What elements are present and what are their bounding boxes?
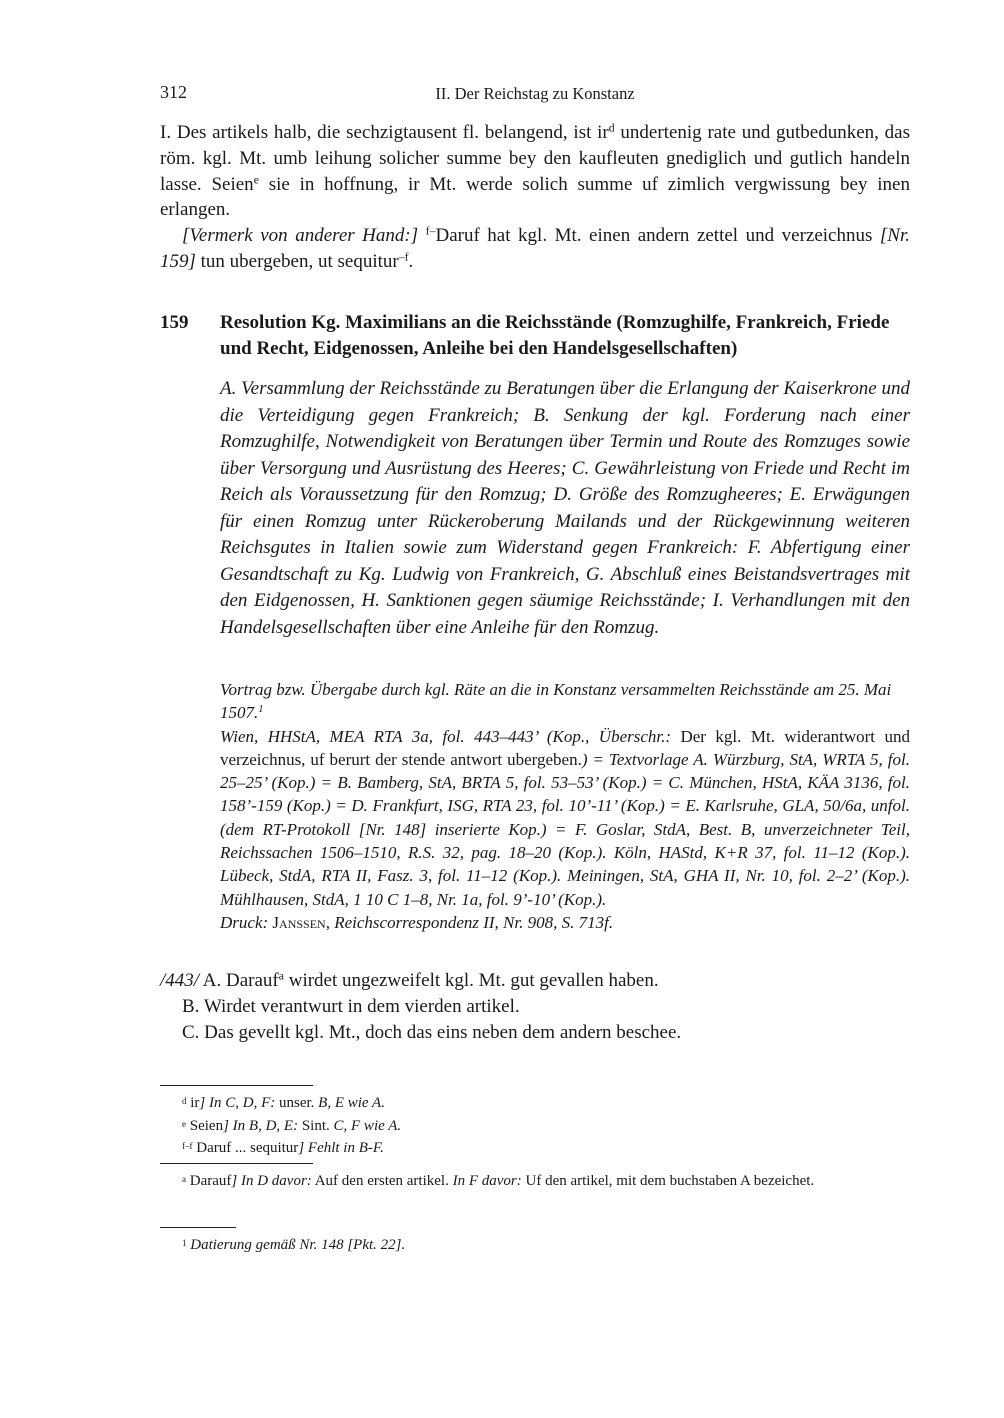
note-marker: f–f xyxy=(182,1141,193,1151)
text-run: Reichscorrespondenz II, Nr. 908, S. 713f. xyxy=(334,912,614,932)
note-marker: f– xyxy=(425,224,436,238)
footnote xyxy=(160,1136,910,1159)
text-line xyxy=(160,1020,910,1046)
note-marker: a xyxy=(278,969,284,983)
text-run: Vortrag bzw. Übergabe durch kgl. Räte an die in Konstanz versammelten Reichsstände am 25. Mai 1507. xyxy=(220,680,892,723)
text-run: Der kgl. Mt. widerantwort und verzeichnus, uf berurt der stende antwort ubergeben. xyxy=(220,726,910,769)
text-run: Datierung gemäß Nr. 148 [Pkt. 22]. xyxy=(190,1237,406,1253)
document-number: 159 xyxy=(160,312,189,333)
text-run: Daruf ... sequitur xyxy=(192,1140,299,1156)
factual-footnotes xyxy=(160,1233,910,1256)
text-run: Sint. xyxy=(298,1117,334,1134)
text-run: Auf den ersten artikel. xyxy=(311,1173,453,1189)
document-summary: A. Versammlung der Reichsstände zu Beratungen über die Erlangung der Kaiserkrone und die Verteidigung gegen Frankreich; B. Senkung der kgl. Forderung nach einer Romzughilfe, Notwendigkeit von Beratungen über Termin und Route des Romzuges sowie über Versorgung und Ausrüstung des Heeres; C. Gewährleistung von Friede und Recht im Reich als Voraussetzung für den Romzug; D. Größe des Romzugheeres; E. Erwägungen für einen Romzug unter Rückeroberung Mailands und der Rückgewinnung weiteren Reichsgutes in Italien sowie zum Widerstand gegen Frankreich: F. Abfertigung einer Gesandtschaft zu Kg. Ludwig von Frankreich, G. Abschluß eines Beistandsvertrages mit den Eidgenossen, H. Sanktionen gegen säumige Reichsstände; I. Verhandlungen mit den Handelsgesellschaften über eine Anleihe für den Romzug. xyxy=(220,378,910,638)
source-apparatus xyxy=(220,678,910,934)
running-title: II. Der Reichstag zu Konstanz xyxy=(435,84,635,103)
text-run: Uf den artikel, mit dem buchstaben A bezeichet. xyxy=(521,1173,815,1189)
text-run: ] In C, D, F: xyxy=(199,1095,276,1111)
text-run: B, E wie A. xyxy=(318,1095,385,1111)
paragraph-note xyxy=(160,223,910,275)
text-run: ) = Textvorlage A. Würzburg, StA, WRTA 5, fol. 25–25’ (Kop.) = B. Bamberg, StA, BRTA 5, fol. 53–53’ (Kop.) = C. München, HStA, KÄA 3136, fol. 158’-159 (Kop.) = D. Frankfurt, ISG, RTA 23, fol. 10’-11’ (Kop.) = E. Karlsruhe, GLA, 50/6a, unfol. (dem RT-Protokoll [Nr. 148] inserierte Kop.) = F. Goslar, StdA, Best. B, unverzeichneter Teil, Reichssachen 1506–1510, R.S. 32, pag. 18–20 (Kop.). Köln, HAStd, K+R 37, fol. 11–12 (Kop.). Lübeck, StdA, RTA II, Fasz. 3, fol. 11–12 (Kop.). Meiningen, StA, GHA II, Nr. 10, fol. 2–2’ (Kop.). Mühlhausen, StdA, 1 10 C 1–8, Nr. 1a, fol. 9’-10’ (Kop.). xyxy=(220,749,910,909)
text-run: /443/ xyxy=(160,970,200,991)
footnote xyxy=(160,1233,910,1256)
text-line xyxy=(160,968,910,994)
text-run: . xyxy=(408,250,414,272)
footnote xyxy=(160,1091,910,1114)
note-marker: –f xyxy=(398,250,409,264)
text-run: ir xyxy=(186,1095,200,1111)
page-header xyxy=(160,82,910,108)
text-run: A. Darauf xyxy=(199,970,279,991)
note-marker: a xyxy=(182,1174,186,1184)
footnote xyxy=(160,1169,910,1192)
text-run: C. Das gevellt kgl. Mt., doch das eins neben dem andern beschee. xyxy=(182,1021,682,1043)
text-run: Druck: xyxy=(220,912,269,932)
text-run: Janssen xyxy=(272,912,326,932)
text-run: B. Wirdet verantwurt in dem vierden artikel. xyxy=(182,995,520,1017)
text-run: Darauf xyxy=(186,1173,232,1189)
note-marker: d xyxy=(182,1096,187,1106)
text-run: sie in hoffnung, ir Mt. werde solich summe uf zimlich vergwissung bey inen erlangen. xyxy=(160,173,910,221)
text-run: [Nr. 159] xyxy=(160,225,911,272)
footnote xyxy=(160,1114,910,1137)
text-run: ] In D davor: xyxy=(231,1173,312,1189)
text-run: [Vermerk von anderer Hand:] xyxy=(182,225,419,247)
text-run: , xyxy=(325,912,335,932)
note-marker: e xyxy=(253,173,259,187)
preceding-text xyxy=(160,120,910,275)
print-reference xyxy=(220,911,910,934)
note-marker: e xyxy=(182,1118,186,1129)
text-run: Wien, HHStA, MEA RTA 3a, fol. 443–443’ (Kop., Überschr.: xyxy=(220,726,672,746)
document-title: Resolution Kg. Maximilians an die Reichsstände (Romzughilfe, Frankreich, Friede und Recht, Eidgenossen, Anleihe bei den Handelsgesellschaften) xyxy=(220,312,890,359)
note-marker: d xyxy=(608,121,615,135)
text-run: wirdet ungezweifelt kgl. Mt. gut gevallen haben. xyxy=(283,970,659,991)
text-run: undertenig rate und gutbedunken, das röm. kgl. Mt. umb leihung solicher summe bey den kaufleuten gnediglich und gutlich handeln lasse. Seien xyxy=(160,122,910,195)
text-run xyxy=(418,225,426,246)
text-run: In F davor: xyxy=(452,1173,522,1189)
text-run: C, F wie A. xyxy=(333,1117,402,1134)
text-footnotes xyxy=(160,1169,910,1192)
text-run: tun ubergeben, ut sequitur xyxy=(195,250,399,272)
footnote-divider xyxy=(160,1227,236,1228)
variant-footnotes xyxy=(160,1091,910,1159)
text-run: Seien xyxy=(186,1117,224,1134)
text-run: ] Fehlt in B-F. xyxy=(298,1140,384,1156)
text-run: ] In B, D, E: xyxy=(223,1117,299,1134)
paragraph xyxy=(160,120,910,223)
document-heading xyxy=(160,310,910,362)
note-marker: 1 xyxy=(182,1238,187,1248)
text-run: unser. xyxy=(275,1095,319,1111)
footnote-divider xyxy=(160,1085,313,1086)
text-run: Daruf hat kgl. Mt. einen andern zettel und verzeichnus xyxy=(435,225,880,247)
document-text xyxy=(160,968,910,1045)
note-marker: 1 xyxy=(258,704,264,716)
page-number: 312 xyxy=(160,82,187,102)
source-date xyxy=(220,678,910,725)
footnote-divider xyxy=(160,1163,313,1164)
source-list xyxy=(220,725,910,911)
text-line xyxy=(160,994,910,1020)
text-run: I. Des artikels halb, die sechzigtausent fl. belangend, ist ir xyxy=(160,122,609,143)
